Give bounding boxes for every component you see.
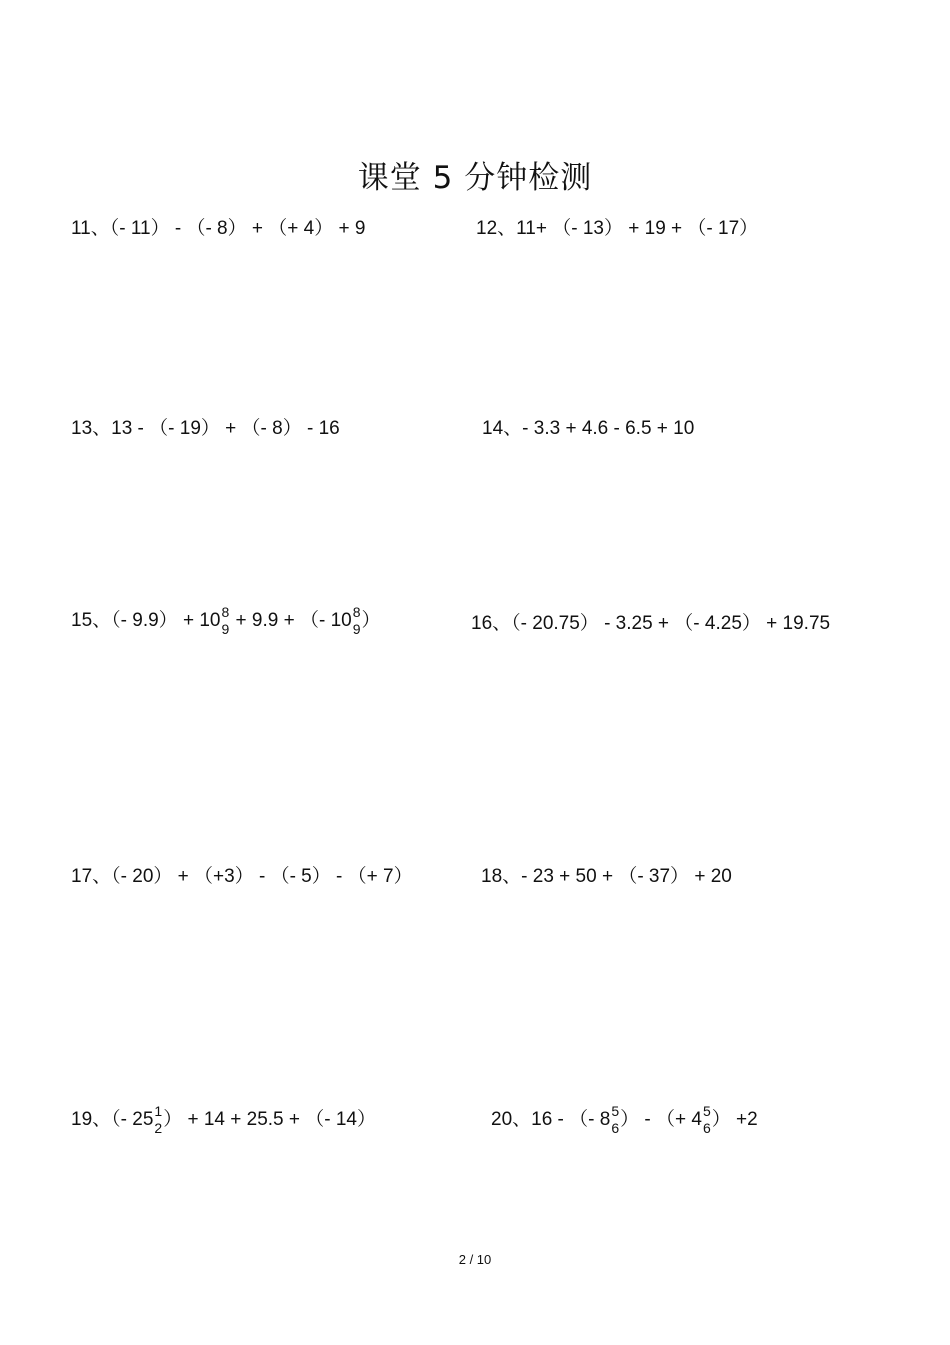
fraction-numerator: 5 — [611, 1103, 620, 1119]
problem-number: 16、 — [471, 613, 512, 634]
problem-15 — [71, 604, 381, 638]
expression-part: ） +2 — [711, 1109, 758, 1131]
expression-part: ） - （+ 4 — [620, 1109, 702, 1131]
fraction — [353, 604, 361, 638]
problem-expression: - 3.3 + 4.6 - 6.5 + 10 — [522, 418, 695, 439]
problem-16 — [471, 612, 830, 636]
fraction-numerator: 8 — [221, 604, 230, 620]
problem-expression: 11+ （- 13） + 19 + （- 17） — [516, 218, 759, 239]
page-indicator: 2 / 10 — [458, 1252, 492, 1267]
fraction-denominator: 9 — [221, 621, 230, 637]
problem-expression: （- 20.75） - 3.25 + （- 4.25） + 19.75 — [511, 613, 831, 634]
fraction-numerator: 5 — [702, 1103, 711, 1119]
problem-expression: （- 11） - （- 8） + （+ 4） + 9 — [109, 218, 366, 239]
page-title: 课堂 5 分钟检测 — [357, 160, 593, 196]
problem-expression: 13 - （- 19） + （- 8） - 16 — [111, 418, 340, 439]
problem-13 — [71, 417, 340, 441]
fraction — [611, 1103, 619, 1137]
problem-expression: （- 20） + （+3） - （- 5） - （+ 7） — [111, 866, 413, 887]
problem-number: 18、 — [481, 866, 522, 887]
problem-19 — [71, 1103, 376, 1137]
fraction-numerator: 8 — [352, 604, 361, 620]
fraction-numerator: 1 — [154, 1103, 163, 1119]
expression-part: （- 9.9） + 10 — [111, 610, 221, 632]
fraction — [154, 1103, 162, 1137]
expression-part: （- 25 — [111, 1109, 154, 1131]
fraction — [221, 604, 229, 638]
problem-14 — [482, 417, 694, 441]
problem-number: 12、 — [476, 218, 517, 239]
problem-expression: - 23 + 50 + （- 37） + 20 — [521, 866, 732, 887]
expression-part: 16 - （- 8 — [531, 1109, 611, 1131]
fraction-denominator: 9 — [352, 621, 361, 637]
problem-number: 14、 — [482, 418, 523, 439]
problem-20 — [491, 1103, 758, 1137]
problem-17 — [71, 865, 413, 889]
fraction-denominator: 6 — [611, 1120, 620, 1136]
problem-12 — [476, 217, 758, 241]
problem-18 — [481, 865, 732, 889]
fraction-denominator: 2 — [154, 1120, 163, 1136]
expression-part: + 9.9 + （- 10 — [230, 610, 352, 632]
expression-part: ） — [361, 610, 381, 632]
problem-number: 19、 — [71, 1109, 112, 1131]
fraction — [703, 1103, 711, 1137]
problem-number: 15、 — [71, 610, 112, 632]
problem-number: 11、 — [71, 218, 110, 239]
expression-part: ） + 14 + 25.5 + （- 14） — [163, 1109, 377, 1131]
fraction-denominator: 6 — [702, 1120, 711, 1136]
problem-11 — [71, 217, 365, 241]
problem-number: 13、 — [71, 418, 112, 439]
problem-number: 17、 — [71, 866, 112, 887]
problem-number: 20、 — [491, 1109, 532, 1131]
